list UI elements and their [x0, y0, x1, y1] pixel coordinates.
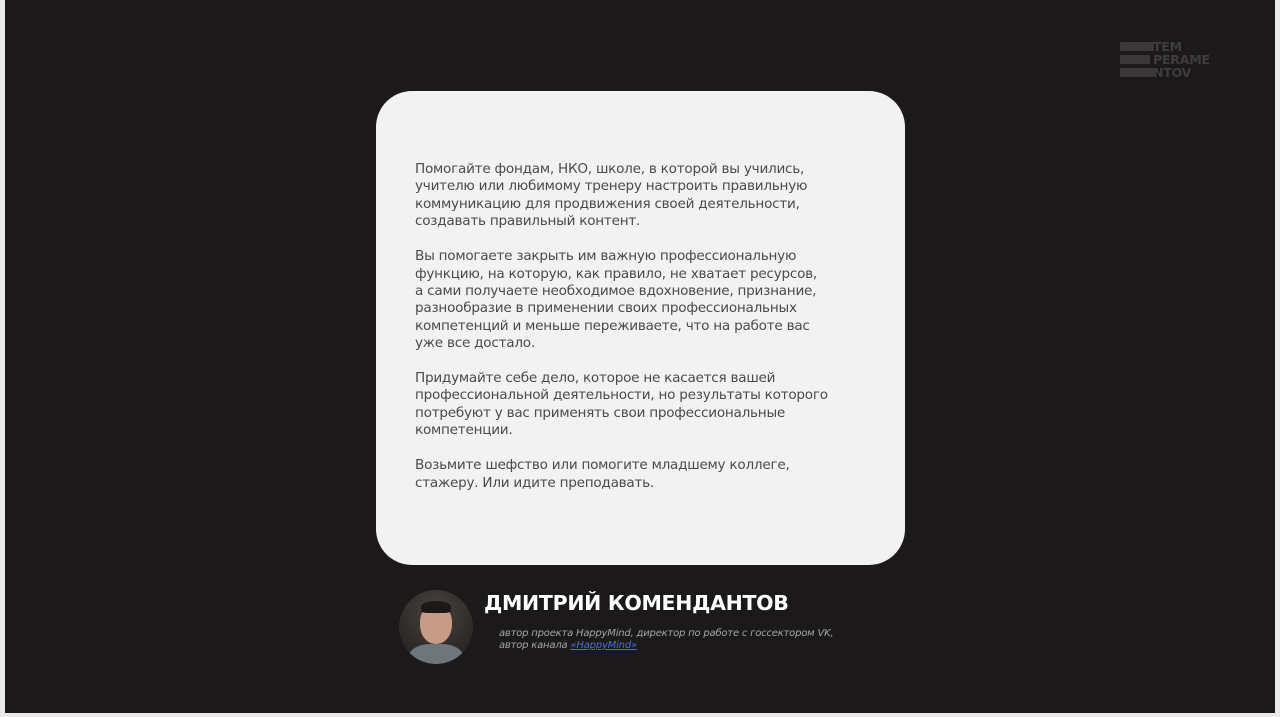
- slide: [5, 0, 1275, 713]
- author-role-line-1: автор проекта HappyMind, директор по работе с госсектором VK,: [499, 628, 834, 639]
- quote-text: [415, 161, 875, 510]
- author-role-line-2: [499, 640, 833, 652]
- logo-line-2: PERAME: [1153, 52, 1210, 67]
- quote-paragraph-2: Вы помогаете закрыть им важную профессиональную функцию, на которую, как правило, не хватает ресурсов, а сами получаете необходимое вдохновение, признание, разнообразие в применении своих профессиональных компетенций и меньше переживаете, что на работе вас уже все достало.: [415, 248, 817, 352]
- logo-line-1: TEM: [1153, 39, 1182, 54]
- author-avatar: [399, 590, 473, 664]
- author-channel-prefix: автор канала: [499, 640, 571, 651]
- channel-link[interactable]: «HappyMind»: [570, 640, 637, 651]
- quote-paragraph-4: Возьмите шефство или помогите младшему коллеге, стажеру. Или идите преподавать.: [415, 457, 790, 491]
- quote-paragraph-3: Придумайте себе дело, которое не касается вашей профессиональной деятельности, но результаты которого потребуют у вас применять свои профессиональные компетенции.: [415, 370, 828, 439]
- logo-line-3: NTOV: [1153, 65, 1192, 80]
- quote-paragraph-1: Помогайте фондам, НКО, школе, в которой вы учились, учителю или любимому тренеру настроить правильную коммуникацию для продвижения своей деятельности, создавать правильный контент.: [415, 161, 808, 230]
- author-role: [499, 628, 833, 652]
- logo-text: [1153, 40, 1210, 79]
- temperamentov-logo: [1120, 40, 1230, 80]
- quote-card: [376, 91, 905, 565]
- author-name: ДМИТРИЙ КОМЕНДАНТОВ: [484, 591, 789, 615]
